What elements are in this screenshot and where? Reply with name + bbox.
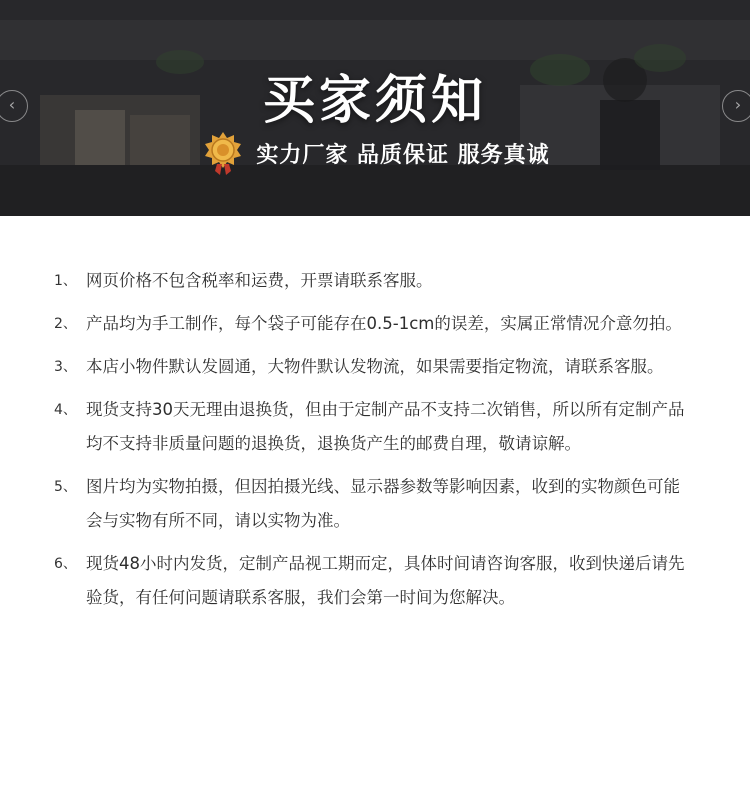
chevron-right-icon[interactable]: › bbox=[722, 90, 750, 122]
list-item-number: 1、 bbox=[54, 273, 77, 289]
list-item-number: 2、 bbox=[54, 316, 77, 332]
list-item-text: 现货48小时内发货，定制产品视工期而定，具体时间请咨询客服，收到快递后请先验货，有任何问题请联系客服，我们会第一时间为您解决。 bbox=[86, 554, 685, 607]
list-item-text: 图片均为实物拍摄，但因拍摄光线、显示器参数等影响因素，收到的实物颜色可能会与实物有所不同，请以实物为准。 bbox=[86, 477, 680, 530]
banner bbox=[0, 0, 750, 216]
list-item bbox=[54, 264, 694, 298]
list-item-number: 5、 bbox=[54, 479, 77, 495]
list-item-number: 6、 bbox=[54, 556, 77, 572]
award-medal-icon bbox=[200, 130, 246, 176]
list-item bbox=[54, 547, 694, 615]
list-item-number: 4、 bbox=[54, 402, 77, 418]
list-item-number: 3、 bbox=[54, 359, 77, 375]
list-item-text: 产品均为手工制作，每个袋子可能存在0.5-1cm的误差，实属正常情况介意勿拍。 bbox=[86, 314, 682, 333]
list-item bbox=[54, 350, 694, 384]
tagline-row bbox=[0, 130, 750, 176]
page-title: 买家须知 bbox=[262, 71, 487, 131]
buyer-notes-list bbox=[0, 216, 750, 615]
list-item-text: 现货支持30天无理由退换货，但由于定制产品不支持二次销售，所以所有定制产品均不支持非质量问题的退换货，退换货产生的邮费自理，敬请谅解。 bbox=[86, 400, 685, 453]
list-item bbox=[54, 393, 694, 461]
list-item bbox=[54, 307, 694, 341]
tagline: 实力厂家 品质保证 服务真诚 bbox=[256, 142, 550, 168]
list-item-text: 本店小物件默认发圆通，大物件默认发物流，如果需要指定物流，请联系客服。 bbox=[86, 357, 664, 376]
list-item-text: 网页价格不包含税率和运费，开票请联系客服。 bbox=[86, 271, 433, 290]
chevron-left-icon[interactable]: ‹ bbox=[0, 90, 28, 122]
list-item bbox=[54, 470, 694, 538]
